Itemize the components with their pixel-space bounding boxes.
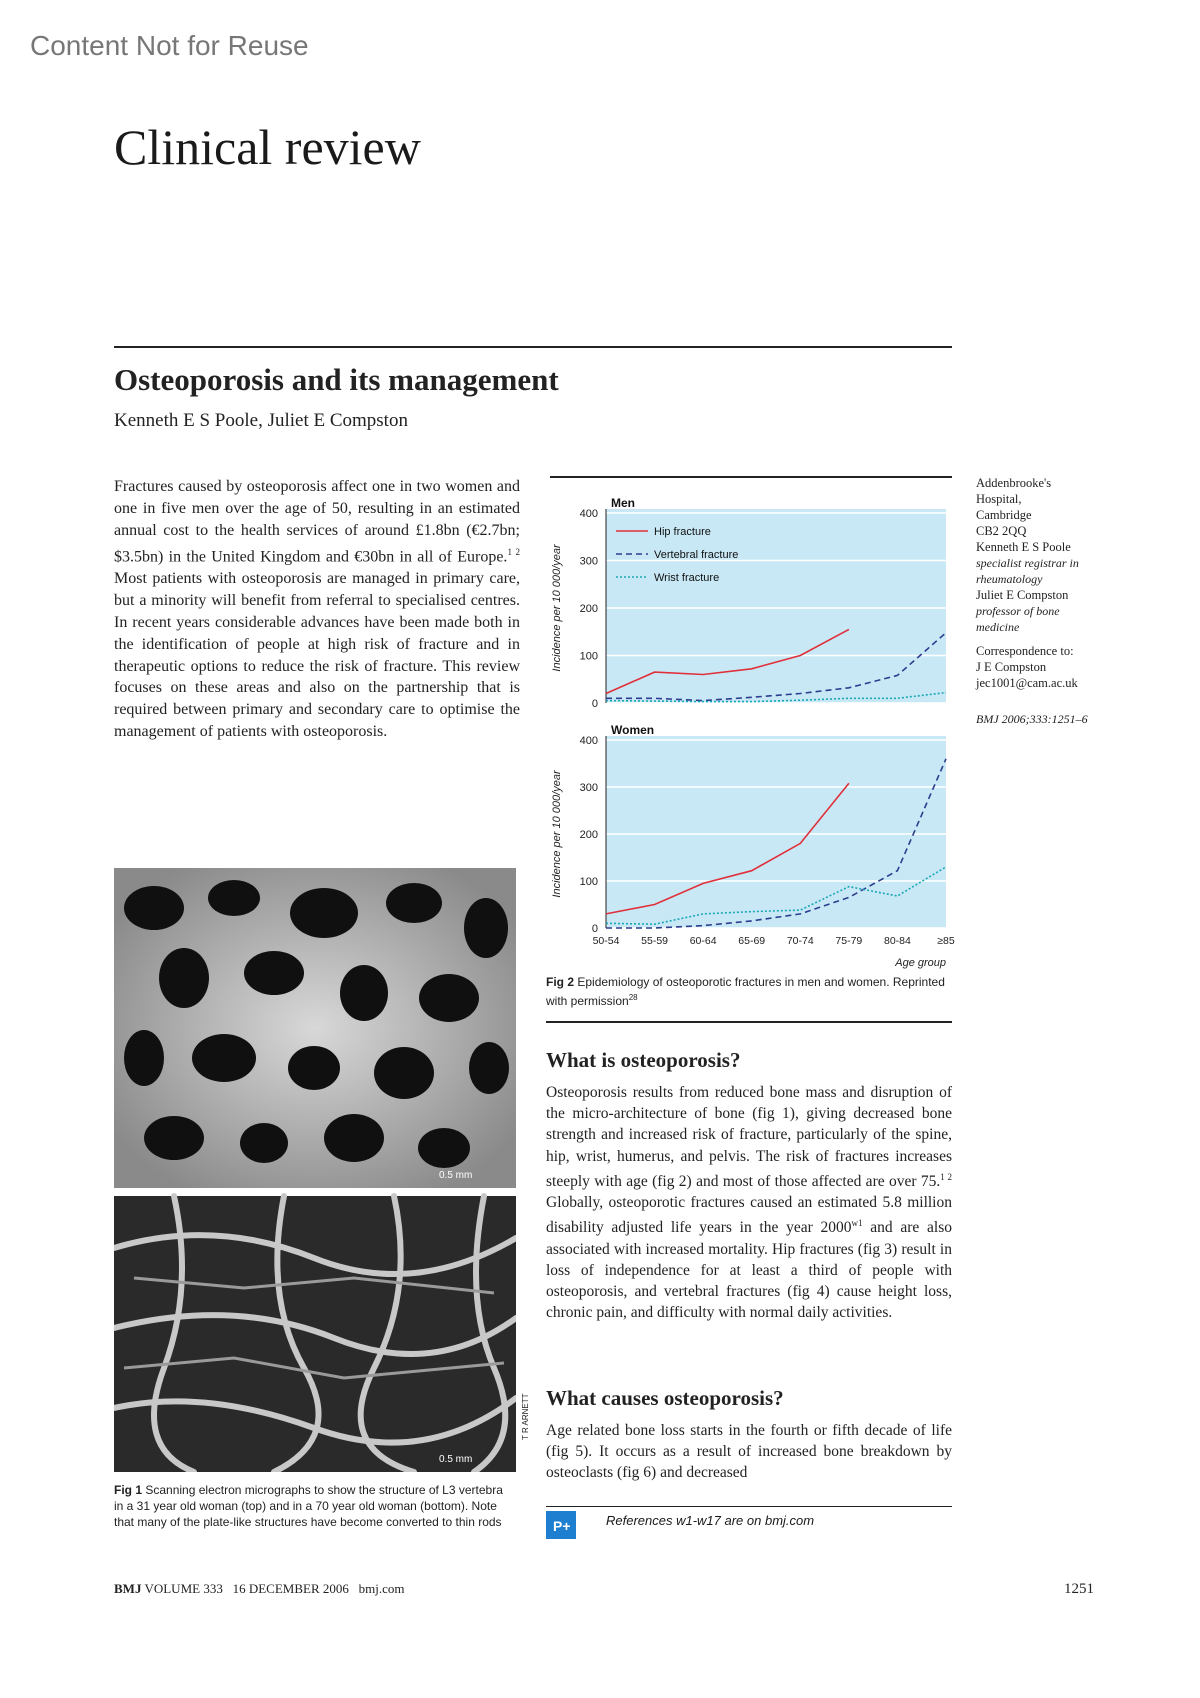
x-axis-label: Age group [895, 957, 946, 969]
section1-sup-a: 1 2 [940, 1171, 953, 1182]
y-tick-label: 400 [579, 508, 598, 520]
panel-title: Women [611, 723, 655, 737]
y-tick-label: 300 [579, 555, 598, 568]
intro-sup: 1 2 [507, 546, 520, 557]
x-tick-label: 55-59 [641, 935, 669, 947]
author2-name: Juliet E Compston [976, 588, 1069, 602]
plot-background [606, 509, 946, 703]
fig2-bottom-rule [546, 1021, 952, 1023]
web-extra-icon-text: P+ [553, 1518, 571, 1534]
panel-title: Men [611, 496, 635, 510]
fig2-top-rule [550, 476, 952, 478]
fig1-credit: T R ARNETT [521, 1393, 530, 1440]
x-tick-label: 60-64 [689, 935, 717, 947]
article-title: Osteoporosis and its management [114, 362, 559, 397]
title-rule [114, 346, 952, 348]
intro-text-2: Most patients with osteoporosis are managed in primary care, but a minority will benefit from referral to specialised centres. In recent years considerable advances have been made both in the identification of people at high risk of fracture and in therapeutic options to reduce the risk of fracture. This review focuses on these areas and also on the partnership that is required between primary and secondary care to optimise the management of patients with osteoporosis. [114, 569, 520, 741]
scale-bar-bottom: 0.5 mm [439, 1454, 473, 1465]
legend-label: Vertebral fracture [654, 549, 739, 561]
fig2-label: Fig 2 [546, 975, 575, 989]
section1-sup-b: w1 [851, 1218, 863, 1229]
x-tick-label: ≥85 [937, 935, 955, 947]
footer-date: 16 DECEMBER 2006 [232, 1581, 349, 1596]
y-tick-label: 300 [579, 782, 598, 794]
author1-name: Kenneth E S Poole [976, 540, 1071, 554]
y-axis-label: Incidence per 10 000/year [551, 770, 563, 898]
footer-site[interactable]: bmj.com [358, 1581, 405, 1596]
y-tick-label: 400 [579, 735, 598, 747]
x-tick-label: 50-54 [592, 935, 620, 947]
fig1-caption-text: Scanning electron micrographs to show the structure of L3 vertebra in a 31 year old woman (top) and in a 70 year old woman (bottom). Note that many of the plate-like structures have become converted to thin rods [114, 1483, 503, 1529]
footer-journal: BMJ [114, 1581, 142, 1596]
intro-paragraph [114, 476, 520, 743]
footer [114, 1581, 404, 1597]
y-axis-label: Incidence per 10 000/year [551, 544, 563, 672]
affiliation-line-3: Cambridge [976, 508, 1032, 522]
y-tick-label: 200 [579, 829, 598, 841]
correspondence-email[interactable]: jec1001@cam.ac.uk [976, 676, 1078, 690]
section1-text-c: and are also associated with increased mortality. Hip fractures (fig 3) result in loss of independence for at least a third of people with osteoporosis, and vertebral fractures (fig 4) cause height loss, chronic pain, and difficulty with normal daily activities. [546, 1219, 952, 1322]
author1-role: specialist registrar in rheumatology [976, 556, 1079, 586]
citation: BMJ 2006;333:1251–6 [976, 712, 1088, 726]
section1-text-b: Globally, osteoporotic fractures caused an estimated 5.8 million disability adjusted life years in the year 2000 [546, 1194, 952, 1237]
y-tick-label: 100 [579, 876, 598, 888]
fig2-caption-text: Epidemiology of osteoporotic fractures in men and women. Reprinted with permission [546, 975, 945, 1008]
section1-paragraph [546, 1082, 952, 1324]
fig2-chart [546, 480, 956, 970]
correspondence-label: Correspondence to: [976, 644, 1074, 658]
section2-heading: What causes osteoporosis? [546, 1386, 784, 1410]
intro-text-1: Fractures caused by osteoporosis affect one in two women and one in five men over the age of 50, resulting in an estimated annual cost to the health services of around £1.8bn (€2.7bn; $3.5bn) in the United Kingdom and €30bn in all of Europe. [114, 478, 520, 566]
section-heading: Clinical review [114, 119, 421, 175]
x-tick-label: 70-74 [786, 935, 814, 947]
article-authors: Kenneth E S Poole, Juliet E Compston [114, 410, 408, 431]
plot-background [606, 736, 946, 928]
affiliation-line-4: CB2 2QQ [976, 524, 1027, 538]
references-note: References w1-w17 are on bmj.com [606, 1513, 815, 1528]
correspondence-name: J E Compston [976, 660, 1047, 674]
y-tick-label: 0 [591, 698, 598, 710]
x-tick-label: 65-69 [738, 935, 766, 947]
y-tick-label: 0 [591, 923, 598, 935]
legend-label: Hip fracture [654, 526, 711, 538]
section2-paragraph: Age related bone loss starts in the fourth or fifth decade of life (fig 5). It occurs as a result of increased bone breakdown by osteoclasts (fig 6) and decreased [546, 1422, 952, 1482]
affiliation-line-1: Addenbrooke's [976, 476, 1052, 490]
fig1-label: Fig 1 [114, 1483, 143, 1497]
affiliation-line-2: Hospital, [976, 492, 1022, 506]
fig2-caption [546, 974, 946, 1009]
author-sidebar [976, 475, 1101, 727]
scale-bar-top: 0.5 mm [439, 1170, 473, 1181]
micrograph-figure [114, 868, 516, 1472]
fig1-caption [114, 1482, 514, 1530]
x-tick-label: 75-79 [835, 935, 863, 947]
watermark: Content Not for Reuse [30, 30, 309, 61]
x-tick-label: 80-84 [883, 935, 911, 947]
refs-rule [546, 1506, 952, 1507]
footer-volume: VOLUME 333 [144, 1581, 223, 1596]
author2-role: professor of bone medicine [976, 604, 1060, 634]
section1-heading: What is osteoporosis? [546, 1048, 741, 1072]
fig2-caption-sup: 28 [628, 993, 638, 1002]
y-tick-label: 100 [579, 650, 598, 663]
micrograph-image [114, 868, 516, 1472]
section1-text-a: Osteoporosis results from reduced bone mass and disruption of the micro-architecture of bone (fig 1), giving decreased bone strength and increased risk of fracture, particularly of the spine, hip, wrist, humerus, and pelvis. The risk of fractures increases steeply with age (fig 2) and most of those affected are over 75. [546, 1084, 952, 1190]
page-number: 1251 [1064, 1581, 1094, 1597]
web-extra-icon[interactable] [546, 1511, 576, 1539]
y-tick-label: 200 [579, 603, 598, 615]
legend-label: Wrist fracture [654, 572, 720, 584]
